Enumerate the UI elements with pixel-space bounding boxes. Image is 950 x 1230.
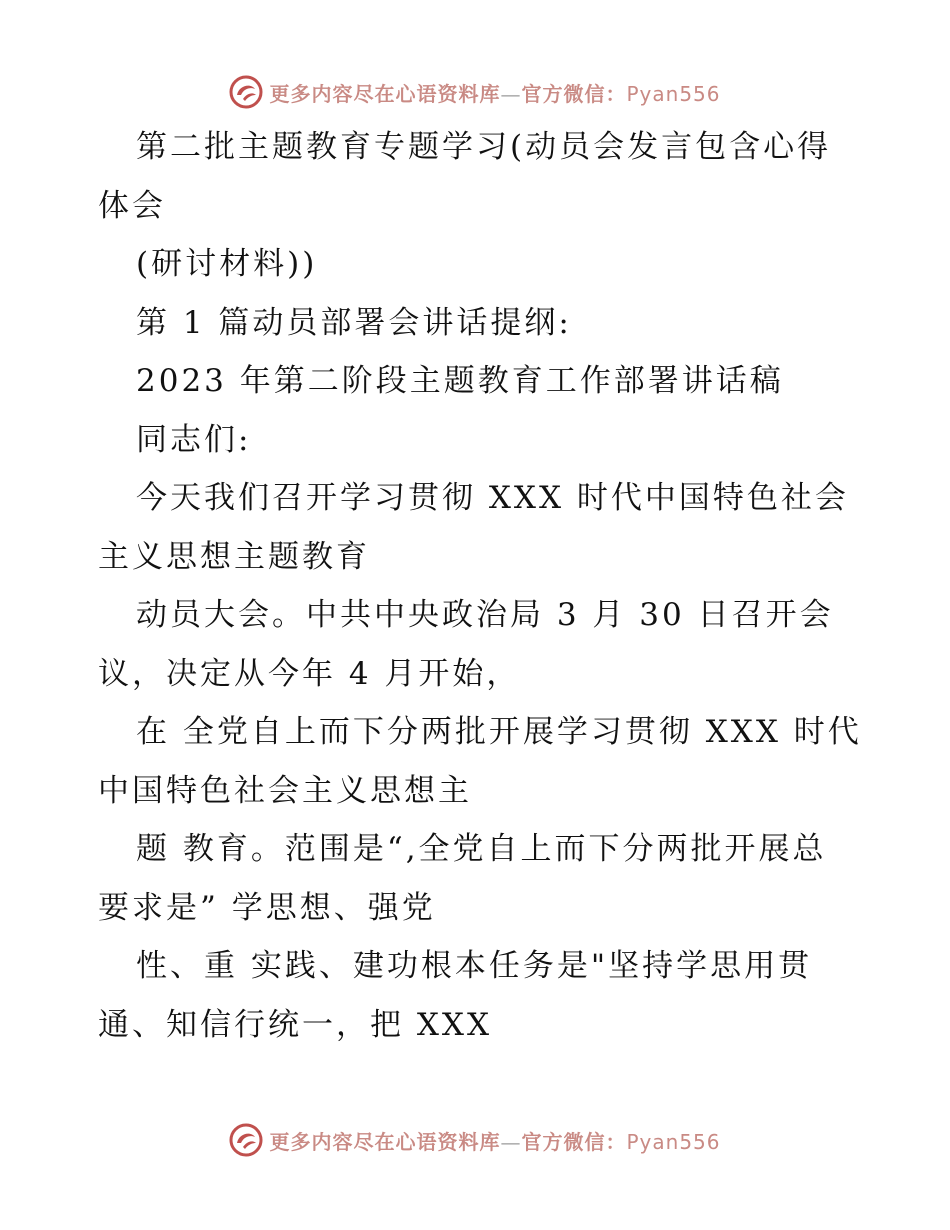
watermark-text: 更多内容尽在心语资料库—官方微信：Pyan556 xyxy=(269,1129,721,1154)
watermark-text: 更多内容尽在心语资料库—官方微信：Pyan556 xyxy=(269,81,721,106)
text-line: 主义思想主题教育 xyxy=(98,538,370,575)
text-line: 中国特色社会主义思想主 xyxy=(98,772,472,809)
text-line: (研讨材料)) xyxy=(136,246,318,282)
text-line: 要求是” 学思想、强党 xyxy=(98,889,436,926)
text-line: 在 全党自上而下分两批开展学习贯彻 XXX 时代 xyxy=(136,714,862,750)
footer-watermark xyxy=(0,1120,950,1160)
text-line: 第二批主题教育专题学习(动员会发言包含心得 xyxy=(136,129,832,165)
text-line: 议，决定从今年 4 月开始， xyxy=(98,655,521,692)
text-line: 第 1 篇动员部署会讲话提纲: xyxy=(136,304,572,341)
text-line: 动员大会。中共中央政治局 3 月 30 日召开会 xyxy=(136,597,834,633)
text-line: 题 教育。范围是“,全党自上而下分两批开展总 xyxy=(136,831,827,867)
text-line: 同志们: xyxy=(136,421,252,458)
text-line: 通、知信行统一，把 XXX xyxy=(98,1006,493,1043)
text-line: 性、重 实践、建功根本任务是"坚持学思用贯 xyxy=(136,948,813,984)
text-line: 今天我们召开学习贯彻 XXX 时代中国特色社会 xyxy=(136,480,849,516)
text-line: 2023 年第二阶段主题教育工作部署讲话稿 xyxy=(136,363,784,399)
header-watermark xyxy=(0,72,950,112)
document-body xyxy=(98,118,862,1054)
text-line: 体会 xyxy=(98,187,166,224)
red-swirl-logo-icon xyxy=(229,1123,263,1157)
red-swirl-logo-icon xyxy=(229,75,263,109)
